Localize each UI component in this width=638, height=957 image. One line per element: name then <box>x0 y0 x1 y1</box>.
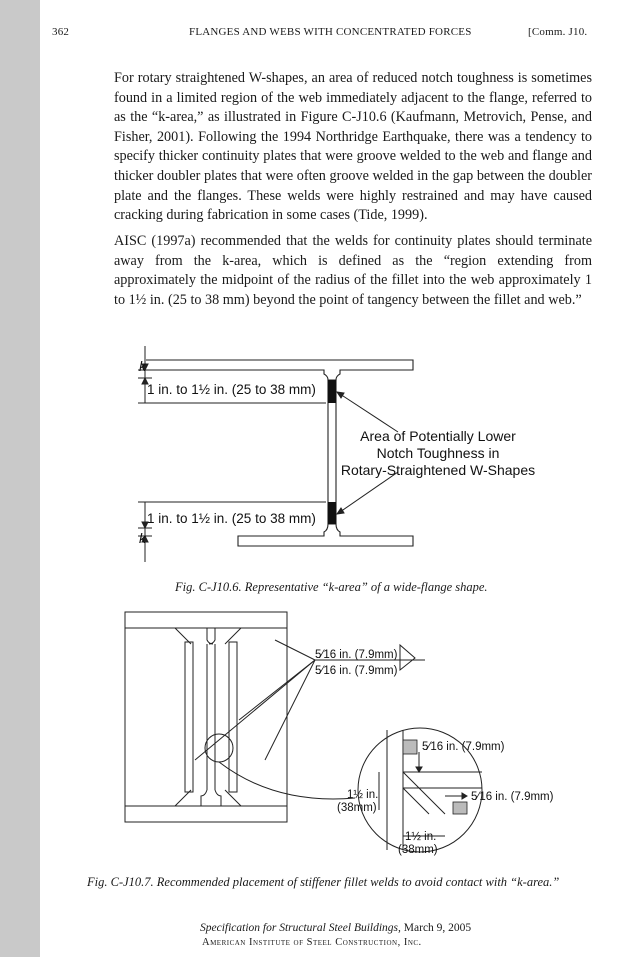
note-line-3: Rotary-Straightened W-Shapes <box>340 462 536 478</box>
figure2-caption: Fig. C-J10.7. Recommended placement of stiffener fillet welds to avoid contact with “k-area.” <box>87 875 560 889</box>
dim-label-bottom: 1 in. to 1½ in. (25 to 38 mm) <box>147 511 316 526</box>
column-outline <box>125 612 287 822</box>
figure-stiffener-weld-diagram <box>115 600 565 875</box>
k-area-bottom-band <box>328 502 336 524</box>
weld-symbol-top-text: 5⁄16 in. (7.9mm) <box>315 649 398 661</box>
running-header-section: [Comm. J10. <box>528 26 588 38</box>
offset-left-line1: 1½ in. <box>347 789 379 801</box>
figure-k-area-diagram <box>118 340 548 570</box>
dim-label-top: 1 in. to 1½ in. (25 to 38 mm) <box>147 382 316 397</box>
detail-weld-vertical-text: 5⁄16 in. (7.9mm) <box>422 741 505 753</box>
top-flange-outline <box>146 360 413 380</box>
k-label-bottom: k <box>139 530 146 546</box>
detail-weld-horizontal-text: 5⁄16 in. (7.9mm) <box>471 791 554 803</box>
page-margin-sidebar <box>0 0 40 957</box>
note-line-2: Notch Toughness in <box>376 445 500 461</box>
footer-publisher: American Institute of Steel Construction, Inc. <box>202 937 422 948</box>
bottom-flange-outline <box>238 524 413 546</box>
running-header-title: FLANGES AND WEBS WITH CONCENTRATED FORCES <box>189 26 472 38</box>
page-number: 362 <box>52 26 70 38</box>
offset-bottom-line2: (38mm) <box>398 844 438 856</box>
footer-spec-title: Specification for Structural Steel Buildings, <box>200 922 401 934</box>
body-paragraph-1: For rotary straightened W-shapes, an area of reduced notch toughness is sometimes found in a limited region of the web immediately adjacent to the flange, referred to as the “k-area,” as illustrated in Figure C-J10.6 (Kaufmann, Metrovich, Pense, and Fisher, 2001). Following the 1994 Northridge Earthquake, there was a tendency to specify thicker continuity plates that were groove welded to the web and flange and thicker doubler plates that were often groove welded in the gap between the doubler plate and the flanges. These welds were highly restrained and may have caused cracking during fabrication in some cases (Tide, 1999). <box>114 70 592 224</box>
offset-bottom-line1: 1½ in. <box>405 831 437 843</box>
offset-left-line2: (38mm) <box>337 802 377 814</box>
footer-date: March 9, 2005 <box>400 922 472 934</box>
k-area-top-band <box>328 380 336 403</box>
figure1-caption: Fig. C-J10.6. Representative “k-area” of a wide-flange shape. <box>175 580 488 594</box>
note-line-1: Area of Potentially Lower <box>360 428 516 444</box>
k-label-top: k <box>139 358 146 374</box>
body-paragraph-2: AISC (1997a) recommended that the welds for continuity plates should terminate away from the k-area, which is defined as the “region extending from approximately the midpoint of the radius of the fillet into the web approximately 1 to 1½ in. (25 to 38 mm) beyond the point of tangency between the fillet and web.” <box>114 233 592 308</box>
footer-spec-line <box>200 922 471 934</box>
weld-symbol-bottom-text: 5⁄16 in. (7.9mm) <box>315 665 398 677</box>
